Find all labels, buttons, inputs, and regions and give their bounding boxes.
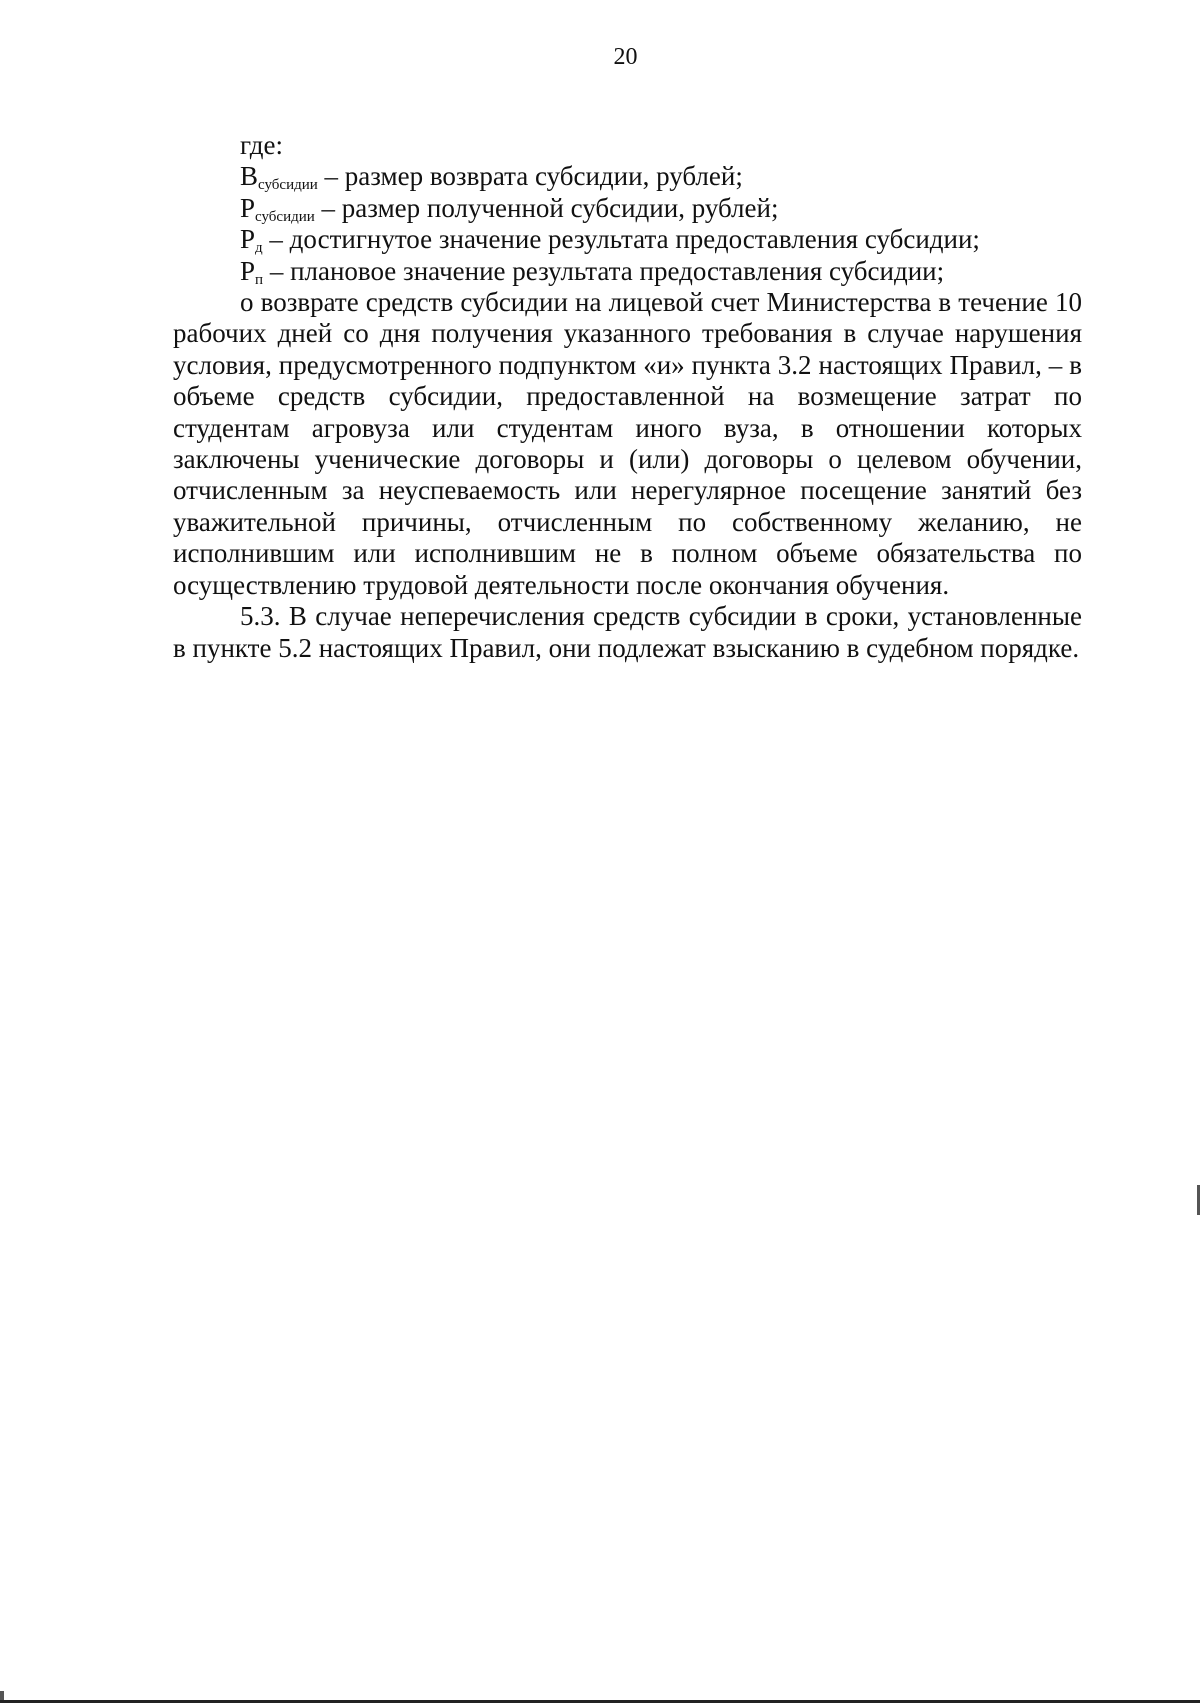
definition-refund-amount xyxy=(173,161,1082,192)
definition-text: – достигнутое значение результата предоставления субсидии; xyxy=(262,224,980,255)
definition-text: – размер возврата субсидии, рублей; xyxy=(317,161,743,192)
document-body xyxy=(173,130,1082,664)
definition-planned-value xyxy=(173,256,1082,287)
definition-achieved-value xyxy=(173,224,1082,255)
where-label: где: xyxy=(240,130,283,160)
definition-symbol: Р xyxy=(240,192,256,223)
definition-symbol: В xyxy=(240,161,259,192)
refund-paragraph: о возврате средств субсидии на лицевой счет Министерства в течение 10 рабочих дней со дня получения указанного требования в случае нарушения условия, предусмотренного подпунктом «и» пункта 3.2 настоящих Правил, – в объеме средств субсидии, предоставленной на возмещение затрат по студентам агровуза или студентам иного вуза, в отношении которых заключены ученические договоры и (или) договоры о целевом обучении, отчисленным за неуспеваемость или нерегулярное посещение занятий без уважительной причины, отчисленным по собственному желанию, не исполнившим или исполнившим не в полном объеме обязательства по осуществлению трудовой деятельности после окончания обучения. xyxy=(173,287,1082,600)
clause-5-3: 5.3. В случае неперечисления средств субсидии в сроки, установленные в пункте 5.2 настоящих Правил, они подлежат взысканию в судебном порядке. xyxy=(173,601,1082,663)
definition-subscript: п xyxy=(255,271,264,288)
definition-subscript: субсидии xyxy=(255,208,315,225)
definition-text: – размер полученной субсидии, рублей; xyxy=(314,192,779,223)
definition-text: – плановое значение результата предоставления субсидии; xyxy=(263,255,945,286)
page-number: 20 xyxy=(613,44,638,70)
definition-symbol: Р xyxy=(240,224,256,255)
definition-received-amount xyxy=(173,193,1082,224)
definition-symbol: Р xyxy=(240,255,256,286)
definition-subscript: д xyxy=(255,240,263,257)
definition-subscript: субсидии xyxy=(258,177,318,194)
